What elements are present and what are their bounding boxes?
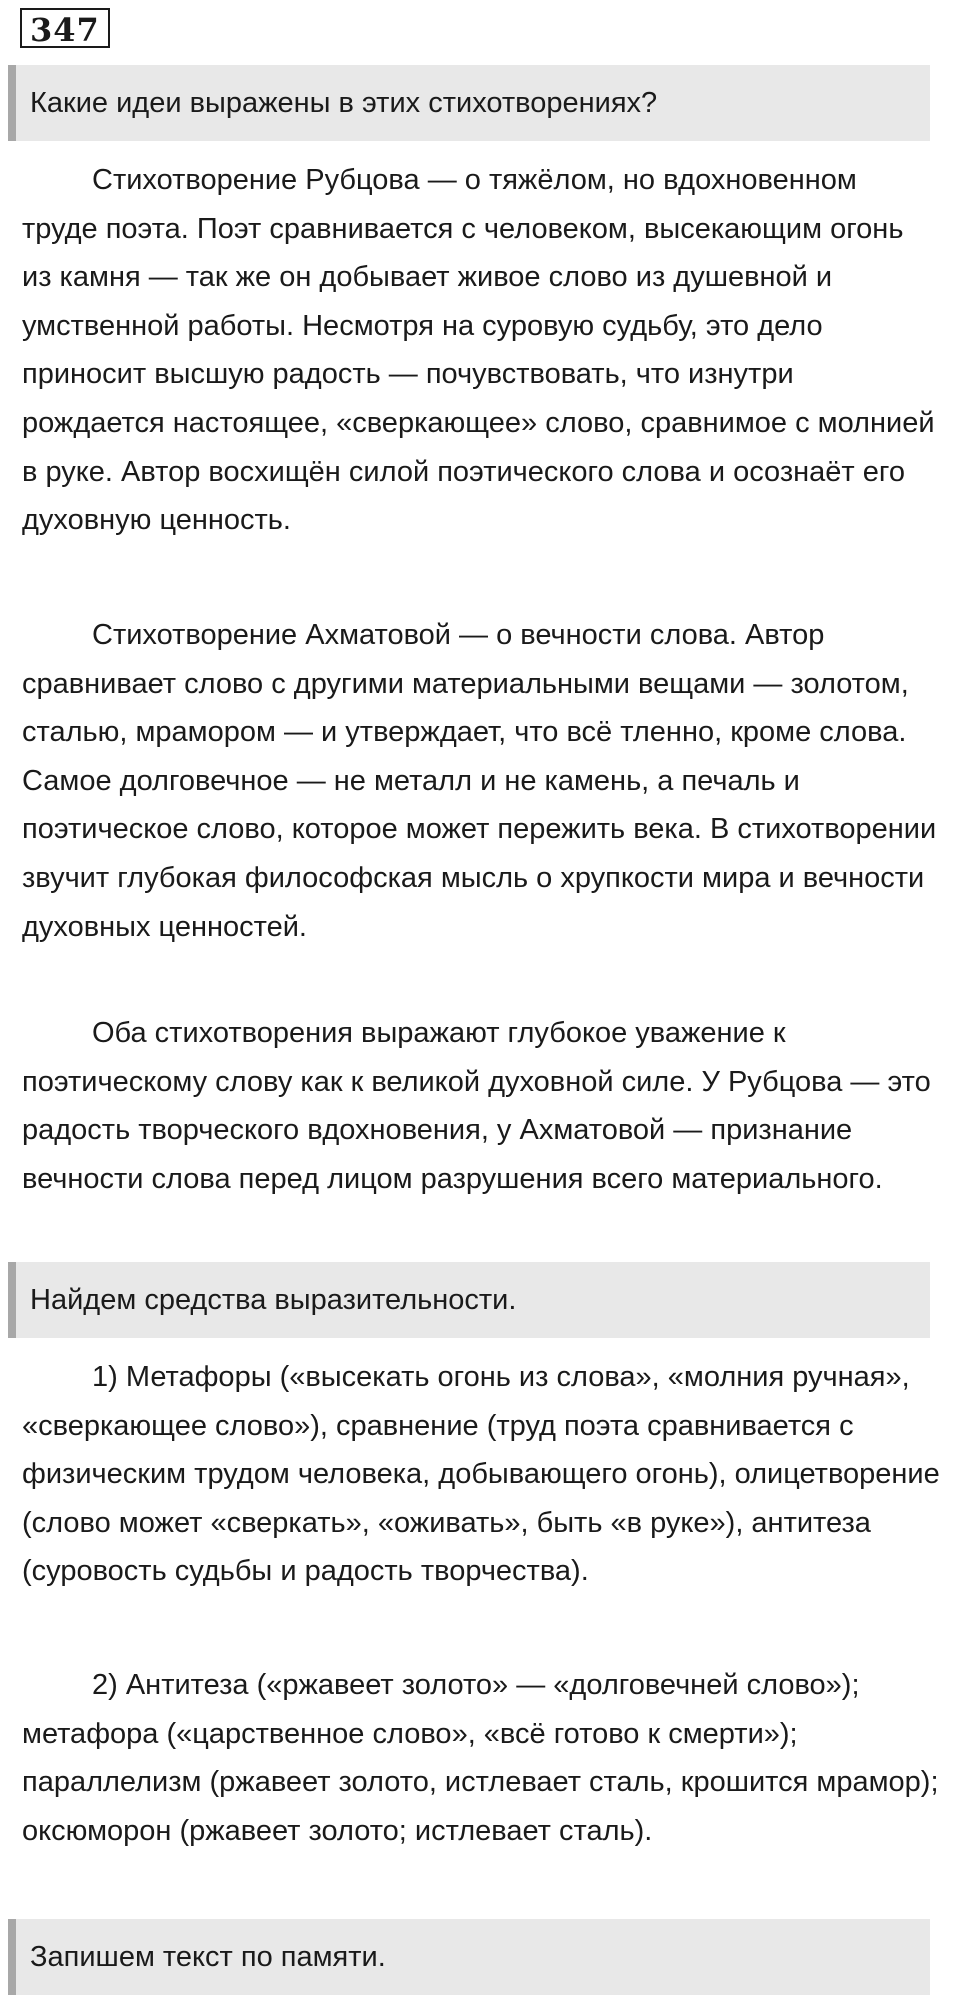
paragraph-akhmatova: Стихотворение Ахматовой — о вечности слова. Автор сравнивает слово с другими материальными вещами — золотом, сталью, мрамором — и утверждает, что всё тленно, кроме слова. Самое долговечное — не металл и не камень, а печаль и поэтическое слово, которое может пережить века. В стихотворении звучит глубокая философская мысль о хрупкости мира и вечности духовных ценностей. — [22, 619, 937, 943]
question-expressive-means: Найдем средства выразительности. — [8, 1262, 930, 1338]
paragraph-means-akhmatova: 2) Антитеза («ржавеет золото» — «долговечней слово»); метафора («царственное слово», «всё готово к смерти»); параллелизм (ржавеет золото, истлевает сталь, крошится мрамор); оксюморон (ржавеет золото; истлевает сталь). — [22, 1669, 939, 1847]
paragraph-both-poems: Оба стихотворения выражают глубокое уважение к поэтическому слову как к великой духовной силе. У Рубцова — это радость творческого вдохновения, у Ахматовой — признание вечности слова перед лицом разрушения всего материального. — [22, 1017, 931, 1195]
paragraph-means-rubtsov: 1) Метафоры («высекать огонь из слова», «молния ручная», «сверкающее слово»), сравнение (труд поэта сравнивается с физическим трудом человека, добывающего огонь), олицетворение (слово может «сверкать», «оживать», быть «в руке»), антитеза (суровость судьбы и радость творчества). — [22, 1361, 940, 1588]
question-write-from-memory: Запишем текст по памяти. — [8, 1919, 930, 1995]
paragraph-rubtsov: Стихотворение Рубцова — о тяжёлом, но вдохновенном труде поэта. Поэт сравнивается с человеком, высекающим огонь из камня — так же он добывает живое слово из душевной и умственной работы. Несмотря на суровую судьбу, это дело приносит высшую радость — почувствовать, что изнутри рождается настоящее, «сверкающее» слово, сравнимое с молнией в руке. Автор восхищён силой поэтического слова и осознаёт его духовную ценность. — [22, 164, 935, 537]
question-ideas: Какие идеи выражены в этих стихотворениях? — [8, 65, 930, 141]
task-number: 347 — [20, 8, 110, 48]
